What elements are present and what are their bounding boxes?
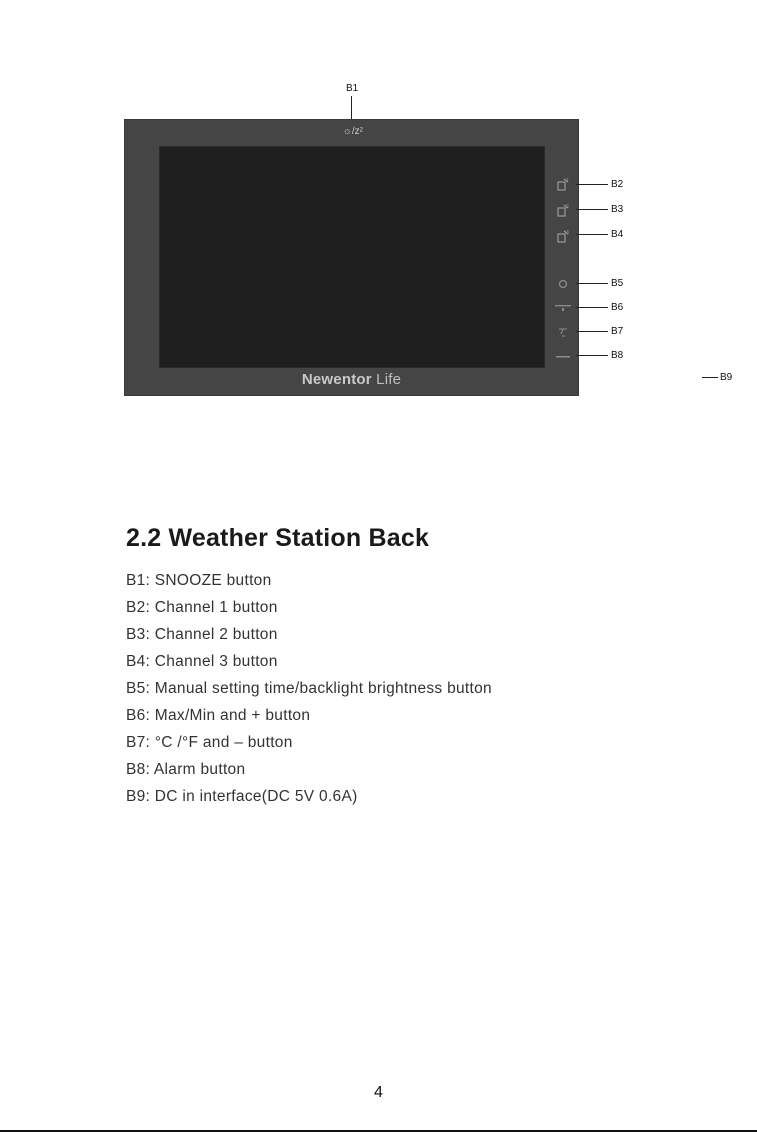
channel-2-button xyxy=(551,202,575,218)
leader-b3 xyxy=(576,209,608,210)
label-b9: B9 xyxy=(720,372,733,383)
weather-station-back xyxy=(124,119,579,396)
leader-b2 xyxy=(576,184,608,185)
max-min-plus-button xyxy=(551,300,575,316)
label-b7: B7 xyxy=(611,326,624,337)
list-item: B2: Channel 1 button xyxy=(126,599,278,616)
svg-text:2: 2 xyxy=(566,204,569,210)
list-item: B9: DC in interface(DC 5V 0.6A) xyxy=(126,788,358,805)
setting-backlight-button xyxy=(551,276,575,292)
channel-3-button xyxy=(551,228,575,244)
unit-minus-button xyxy=(551,324,575,340)
snooze-light-icon: ☼/zᶻ xyxy=(342,126,364,137)
channel-1-icon xyxy=(556,177,570,191)
display-screen xyxy=(159,146,545,368)
label-b4: B4 xyxy=(611,229,624,240)
list-item: B6: Max/Min and + button xyxy=(126,707,311,724)
leader-b8 xyxy=(576,355,608,356)
section-heading: 2.2 Weather Station Back xyxy=(126,524,430,552)
side-button-strip xyxy=(551,172,577,370)
snooze-button xyxy=(338,125,368,139)
label-b8: B8 xyxy=(611,350,624,361)
list-item: B7: °C /°F and – button xyxy=(126,734,293,751)
channel-3-icon xyxy=(556,229,570,243)
page-bottom-rule xyxy=(0,1130,757,1132)
celsius-fahrenheit-icon xyxy=(556,326,570,338)
leader-b7 xyxy=(576,331,608,332)
leader-b5 xyxy=(576,283,608,284)
list-item: B8: Alarm button xyxy=(126,761,246,778)
label-b3: B3 xyxy=(611,204,624,215)
channel-2-icon xyxy=(556,203,570,217)
label-b5: B5 xyxy=(611,278,624,289)
list-item: B1: SNOOZE button xyxy=(126,572,272,589)
label-b6: B6 xyxy=(611,302,624,313)
leader-b9 xyxy=(702,377,718,378)
brand-logo: Newentor Life xyxy=(301,371,402,388)
alarm-button xyxy=(551,349,575,365)
list-item: B5: Manual setting time/backlight brightness button xyxy=(126,680,492,697)
page-number: 4 xyxy=(374,1084,383,1101)
alarm-icon xyxy=(555,354,571,360)
max-min-plus-icon xyxy=(554,303,572,313)
leader-b4 xyxy=(576,234,608,235)
label-b2: B2 xyxy=(611,179,624,190)
channel-1-button xyxy=(551,176,575,192)
label-b1: B1 xyxy=(346,83,359,94)
list-item: B3: Channel 2 button xyxy=(126,626,278,643)
gear-icon xyxy=(558,279,568,289)
button-legend-list xyxy=(126,572,492,815)
leader-b6 xyxy=(576,307,608,308)
svg-text:1: 1 xyxy=(566,178,569,184)
svg-text:3: 3 xyxy=(566,230,569,236)
list-item: B4: Channel 3 button xyxy=(126,653,278,670)
